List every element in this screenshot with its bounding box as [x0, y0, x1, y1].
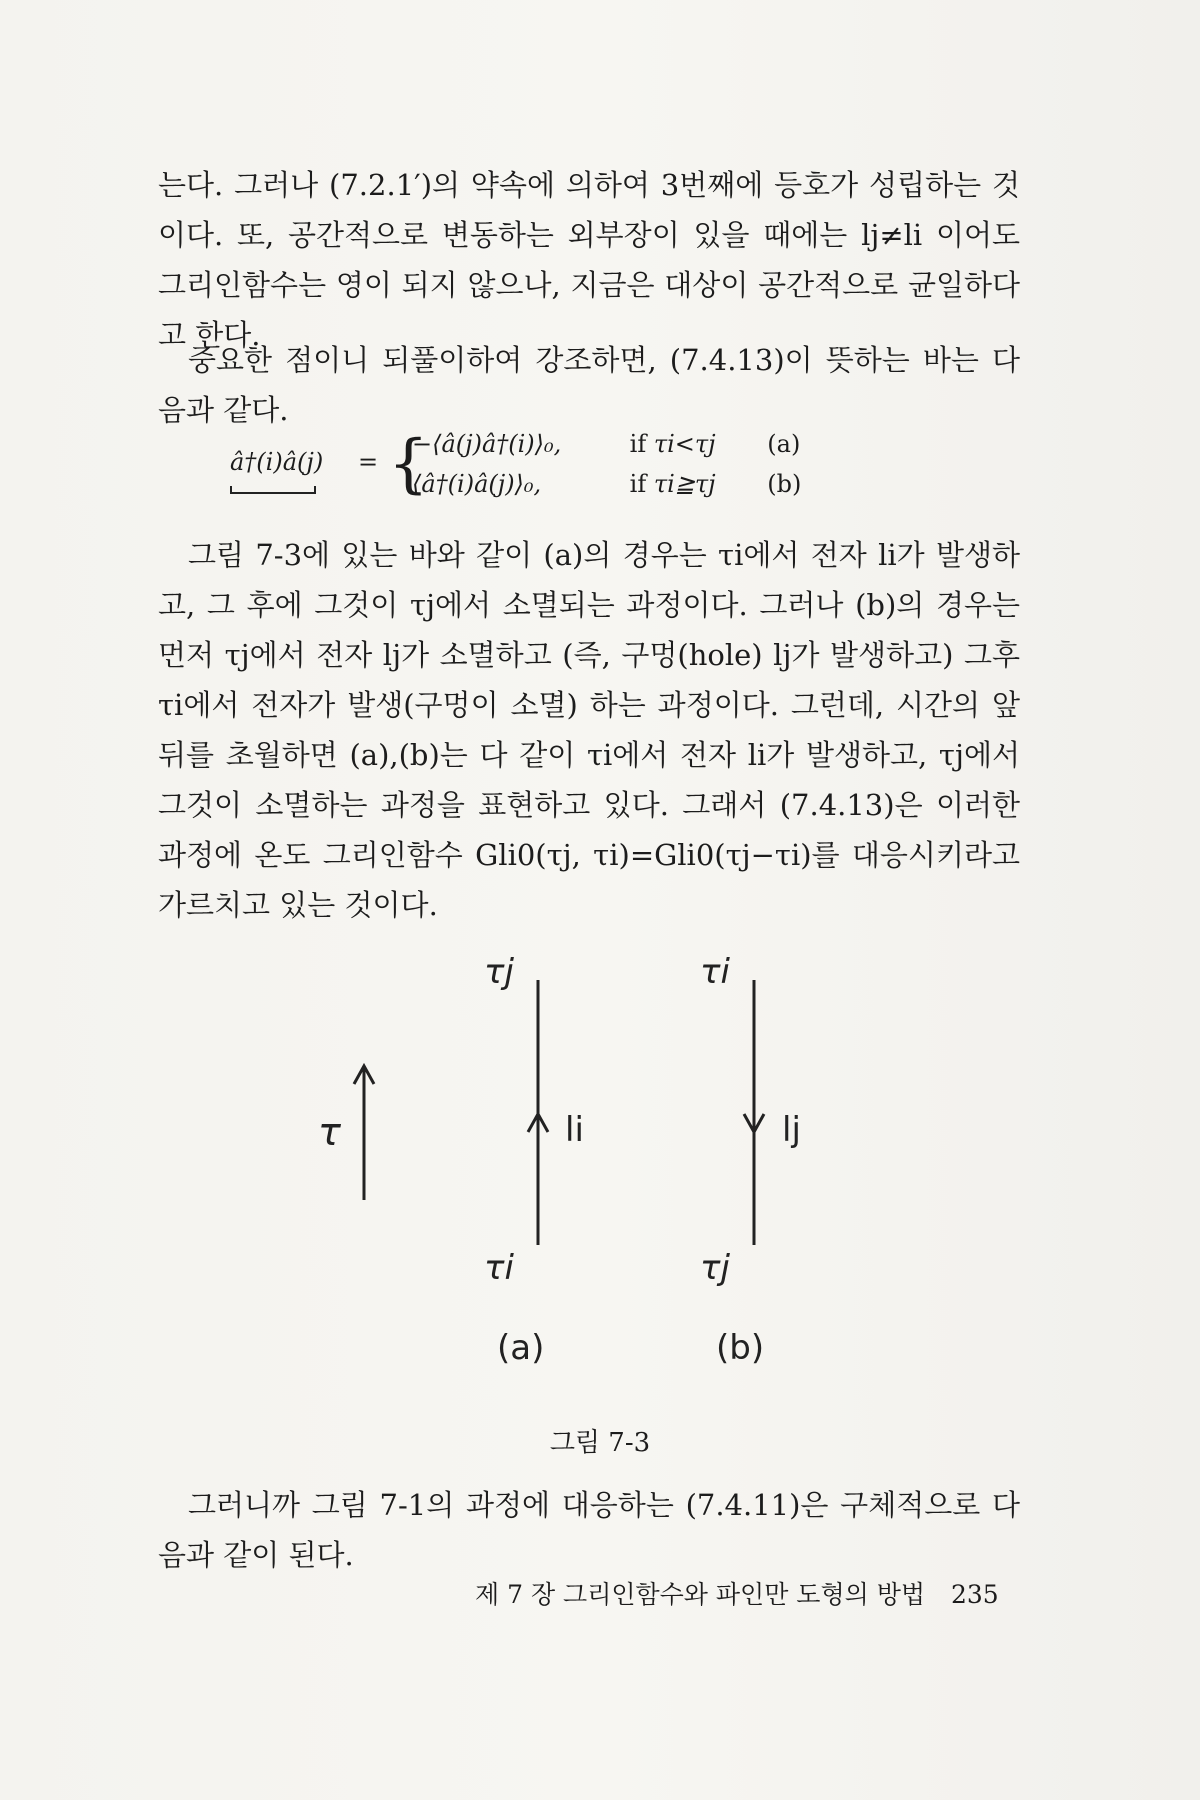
case-b-label: (b)	[767, 470, 802, 498]
diagram-b-top-label: τi	[700, 952, 730, 992]
figure-diagram	[0, 950, 1200, 1380]
page-number: 235	[950, 1580, 999, 1609]
case-a-if: if	[629, 430, 647, 458]
tau-axis-label: τ	[318, 1110, 341, 1154]
case-a-inequality: τi<τj	[653, 430, 716, 458]
case-a-label: (a)	[767, 430, 801, 458]
case-b-inequality: τi≧τj	[653, 470, 716, 498]
equation-case-a	[412, 430, 800, 458]
equation-equals: =	[358, 448, 379, 476]
paragraph-2: 중요한 점이니 되풀이하여 강조하면, (7.4.13)이 뜻하는 바는 다음과 같다.	[158, 343, 1020, 427]
diagram-b-line-label: lj	[782, 1110, 801, 1150]
diagram-a-line-label: li	[565, 1110, 584, 1150]
propagator-line-a	[528, 980, 548, 1245]
page-footer	[475, 1575, 999, 1611]
contraction-bracket	[230, 486, 316, 494]
equation-lhs: â†(i)â(j)	[230, 448, 324, 476]
case-b-condition	[630, 470, 760, 498]
diagram-b-caption: (b)	[716, 1328, 765, 1368]
paragraph-1: 는다. 그러나 (7.2.1′)의 약속에 의하여 3번째에 등호가 성립하는 것이다. 또, 공간적으로 변동하는 외부장이 있을 때에는 lj≠li 이어도 그리인함수는 영이 되지 않으나, 지금은 대상이 공간적으로 균일하다고 한다.	[158, 168, 1020, 352]
diagram-a-bottom-label: τi	[484, 1248, 514, 1288]
paragraph-4: 그러니까 그림 7-1의 과정에 대응하는 (7.4.11)은 구체적으로 다음과 같이 된다.	[158, 1488, 1020, 1572]
equation-case-b	[412, 470, 801, 498]
case-a-expression: −⟨â(j)â†(i)⟩₀,	[412, 430, 562, 458]
paragraph-3: 그림 7-3에 있는 바와 같이 (a)의 경우는 τi에서 전자 li가 발생하고, 그 후에 그것이 τj에서 소멸되는 과정이다. 그러나 (b)의 경우는 먼저 τj에서 전자 lj가 소멸하고 (즉, 구멍(hole) lj가 발생하고) 그후 τi에서 전자가 발생(구멍이 소멸) 하는 과정이다. 그런데, 시간의 앞뒤를 초월하면 (a),(b)는 다 같이 τi에서 전자 li가 발생하고, τj에서 그것이 소멸하는 과정을 표현하고 있다. 그래서 (7.4.13)은 이러한 과정에 온도 그리인함수 Gli0(τj, τi)=Gli0(τj−τi)를 대응시키라고 가르치고 있는 것이다.	[158, 538, 1020, 922]
diagram-b-bottom-label: τj	[700, 1248, 730, 1288]
case-b-if: if	[629, 470, 647, 498]
time-axis-arrow	[354, 1066, 374, 1200]
figure-caption: 그림 7-3	[549, 1428, 651, 1458]
diagram-a-top-label: τj	[484, 952, 514, 992]
equation-7-4-13	[230, 427, 850, 510]
propagator-line-b	[744, 980, 764, 1245]
diagram-a-caption: (a)	[497, 1328, 545, 1368]
case-a-condition	[630, 430, 760, 458]
case-brace: {	[388, 427, 429, 501]
case-b-expression: ⟨â†(i)â(j)⟩₀,	[412, 470, 542, 498]
chapter-title: 제 7 장 그리인함수와 파인만 도형의 방법	[475, 1580, 925, 1609]
figure-7-3	[0, 950, 1200, 1380]
